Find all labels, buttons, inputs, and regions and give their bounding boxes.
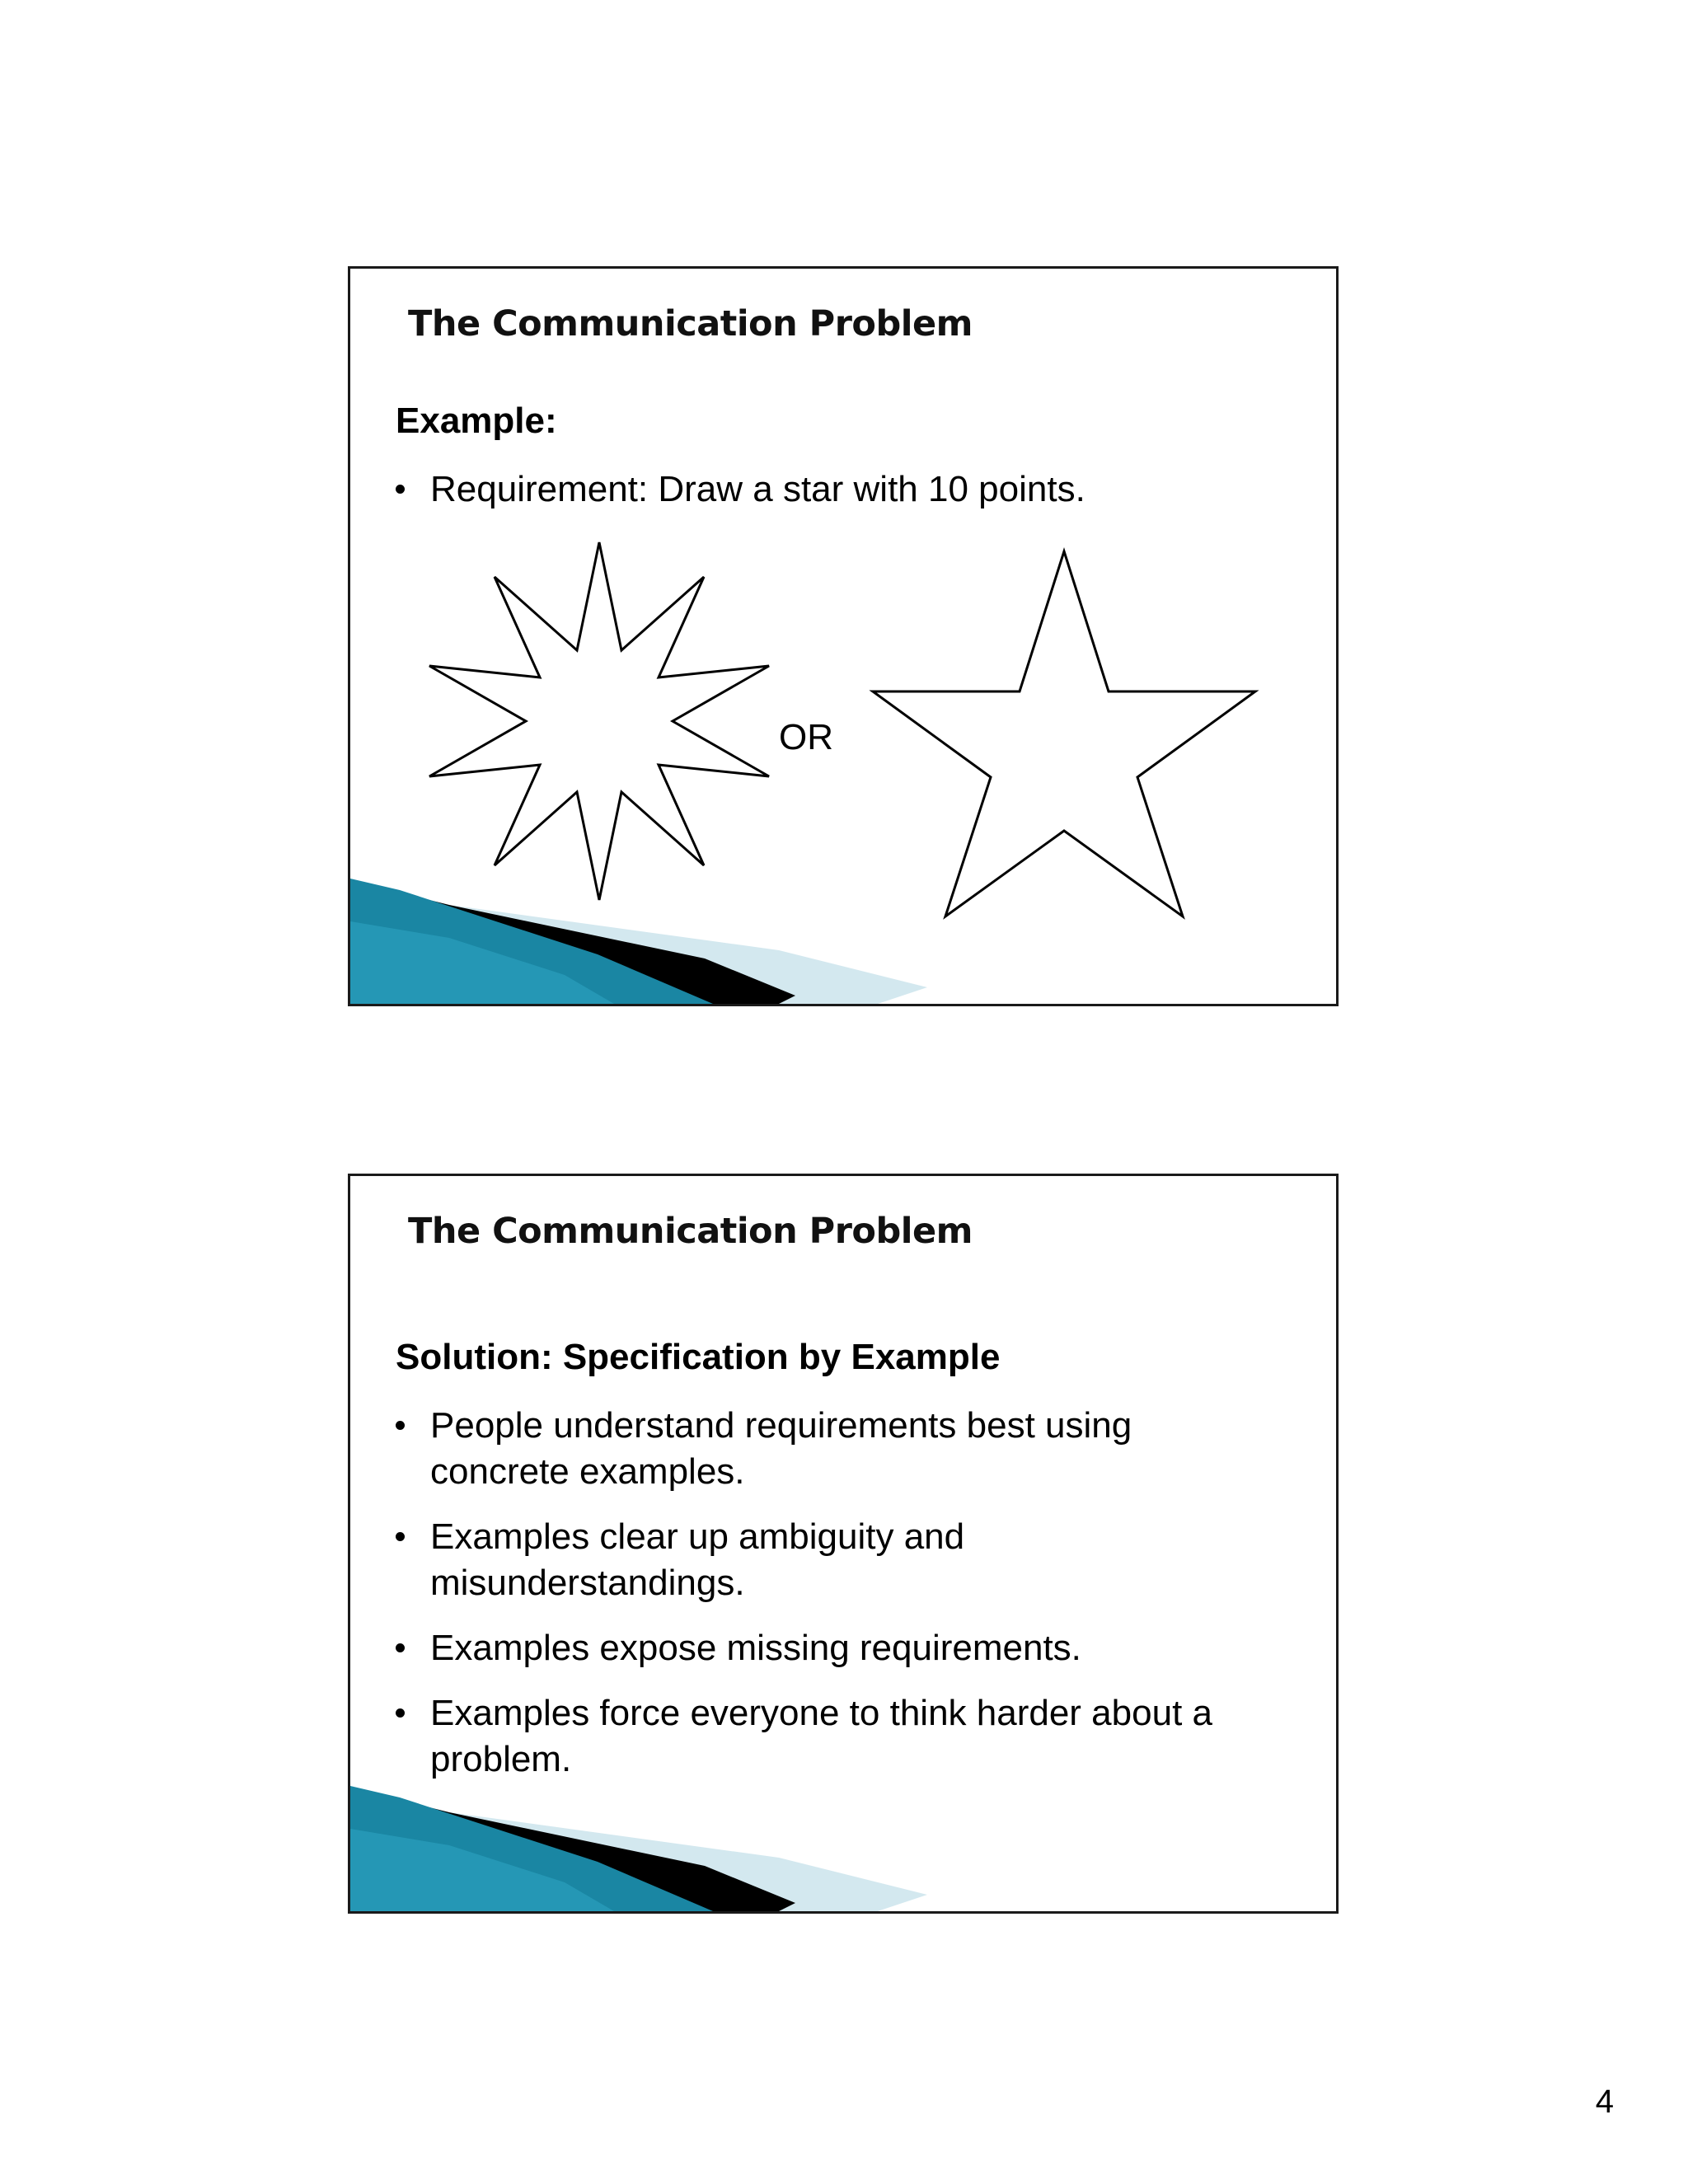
slide-heading: Example:	[396, 401, 557, 441]
bullet-text: Examples force everyone to think harder about a problem.	[430, 1693, 1212, 1779]
list-item	[396, 1625, 1269, 1671]
bullet-text: Examples expose missing requirements.	[430, 1628, 1081, 1668]
bullet-text: Examples clear up ambiguity and misunderstandings.	[430, 1516, 965, 1603]
slide-corner-swoosh	[350, 1779, 1336, 1911]
bullet-text: Requirement: Draw a star with 10 points.	[430, 469, 1085, 509]
slide-title: The Communication Problem	[408, 303, 973, 344]
bullet-dot-icon	[396, 1421, 405, 1430]
ten-point-star-icon	[429, 542, 769, 900]
slide-2	[348, 1174, 1339, 1914]
slide-title: The Communication Problem	[408, 1211, 973, 1252]
slide-corner-swoosh	[350, 872, 1336, 1004]
or-label: OR	[779, 717, 833, 757]
slide-1	[348, 266, 1339, 1006]
list-item	[396, 1514, 1073, 1606]
slide-heading: Solution: Specification by Example	[396, 1337, 1001, 1377]
list-item	[396, 1403, 1221, 1495]
bullet-dot-icon	[396, 1708, 405, 1718]
five-point-star-icon	[873, 551, 1255, 916]
list-item	[396, 1690, 1263, 1783]
bullet-text: People understand requirements best using concrete examples.	[430, 1405, 1132, 1492]
bullet-dot-icon	[396, 1532, 405, 1541]
bullet-dot-icon	[396, 1643, 405, 1652]
bullet-list	[396, 1403, 1269, 1802]
page-number: 4	[1595, 2083, 1614, 2120]
